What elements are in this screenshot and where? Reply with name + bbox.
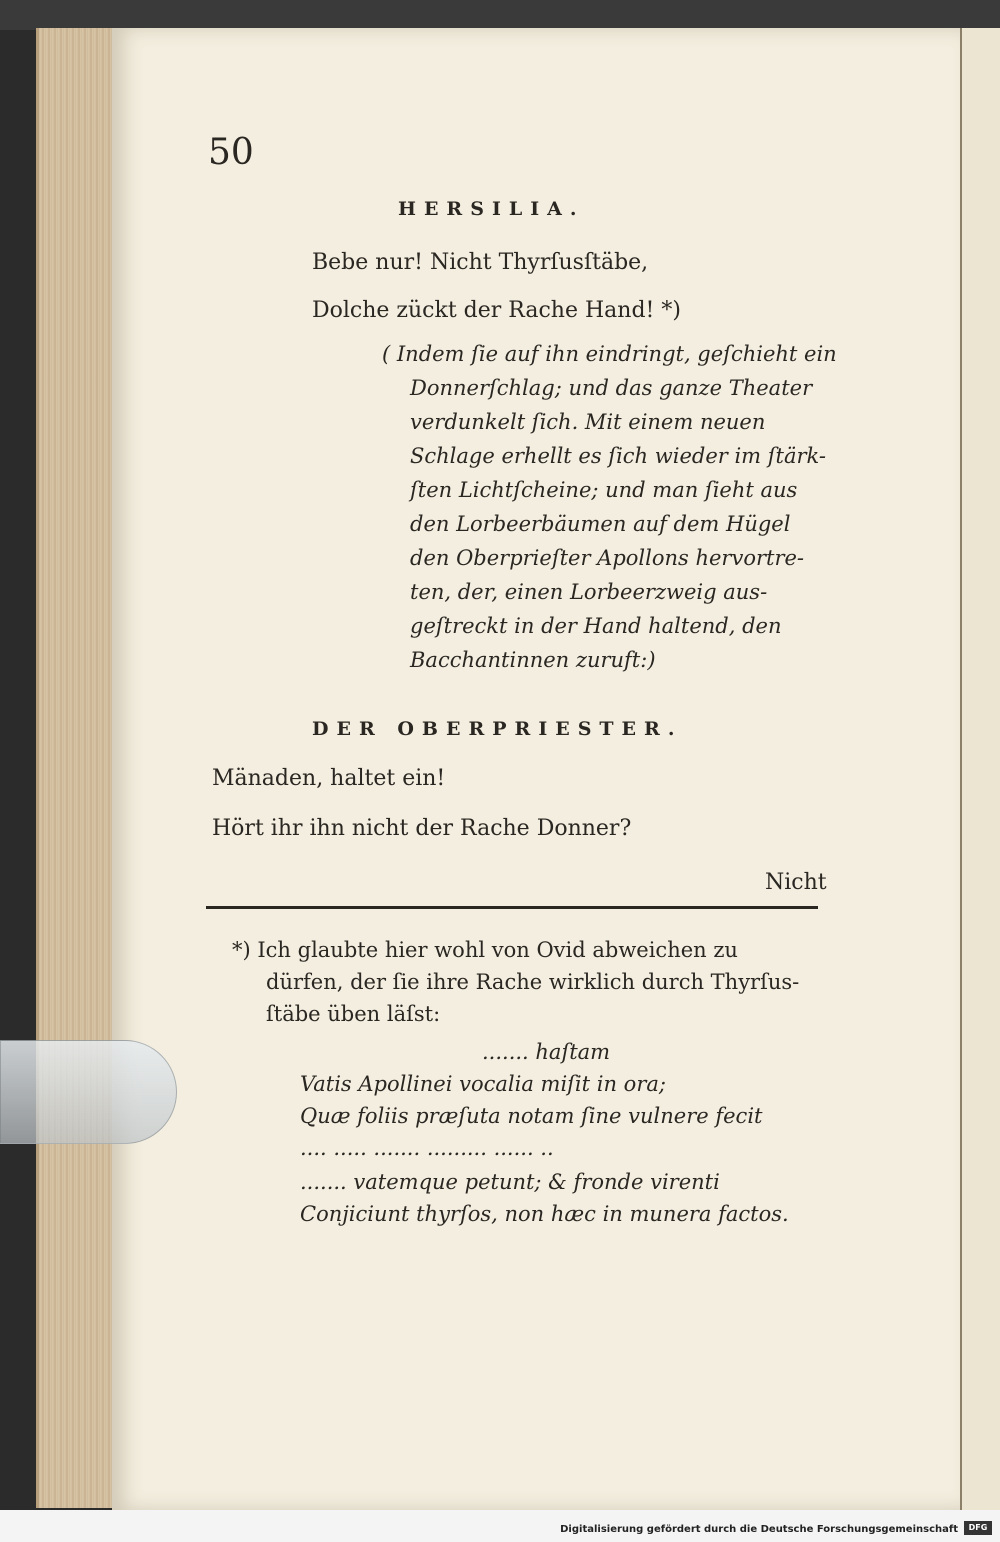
stage-direction-line: ( Indem ſie auf ihn eindringt, geſchieht ein <box>382 342 837 366</box>
page-number: 50 <box>208 132 254 173</box>
funding-notice: Digitalisierung gefördert durch die Deutsche Forschungsgemeinschaft <box>560 1524 958 1535</box>
footnote-rule <box>206 906 818 909</box>
latin-quote-line: Conjiciunt thyrſos, non hæc in munera factos. <box>300 1202 789 1226</box>
book-page-edges <box>36 28 119 1508</box>
latin-quote-line: ....... haſtam <box>482 1040 611 1064</box>
verse-line: Hört ihr ihn nicht der Rache Donner? <box>212 816 632 841</box>
stage-direction-line: den Lorbeerbäumen auf dem Hügel <box>410 512 791 536</box>
stage-direction-line: verdunkelt ſich. Mit einem neuen <box>410 410 766 434</box>
footnote-line: *) Ich glaubte hier wohl von Ovid abweichen zu <box>232 938 738 962</box>
latin-quote-line: ....... vatemque petunt; & fronde virenti <box>300 1170 720 1194</box>
page-clip <box>0 1040 177 1144</box>
stage-direction-line: ſten Lichtſcheine; und man ſieht aus <box>410 478 798 502</box>
dfg-logo: DFG <box>964 1521 992 1535</box>
stage-direction-line: Schlage erhellt es ſich wieder im ſtärk- <box>410 444 826 468</box>
stage-direction-line: Donnerſchlag; und das ganze Theater <box>410 376 813 400</box>
latin-quote-line: Vatis Apollinei vocalia miſit in ora; <box>300 1072 666 1096</box>
catchword: Nicht <box>765 870 827 895</box>
stage-direction-line: den Oberprieſter Apollons hervortre- <box>410 546 805 570</box>
facing-page-edge <box>960 28 1000 1510</box>
verse-line: Mänaden, haltet ein! <box>212 766 446 791</box>
scan-background-top <box>0 0 1000 30</box>
latin-quote-line: .... ..... ....... ......... ...... .. <box>300 1136 554 1160</box>
speaker-hersilia: HERSILIA. <box>398 198 585 220</box>
footnote-line: dürfen, der ſie ihre Rache wirklich durch Thyrſus- <box>266 970 800 994</box>
stage-direction-line: Bacchantinnen zuruft:) <box>410 648 656 672</box>
speaker-oberpriester: DER OBERPRIESTER. <box>312 718 683 740</box>
stage-direction-line: geſtreckt in der Hand haltend, den <box>410 614 782 638</box>
stage-direction-line: ten, der, einen Lorbeerzweig aus- <box>410 580 768 604</box>
verse-line: Dolche zückt der Rache Hand! *) <box>312 298 681 323</box>
footnote-line: ſtäbe üben läſst: <box>266 1002 441 1026</box>
verse-line: Bebe nur! Nicht Thyrſusſtäbe, <box>312 250 649 275</box>
latin-quote-line: Quæ foliis præſuta notam ſine vulnere fecit <box>300 1104 763 1128</box>
